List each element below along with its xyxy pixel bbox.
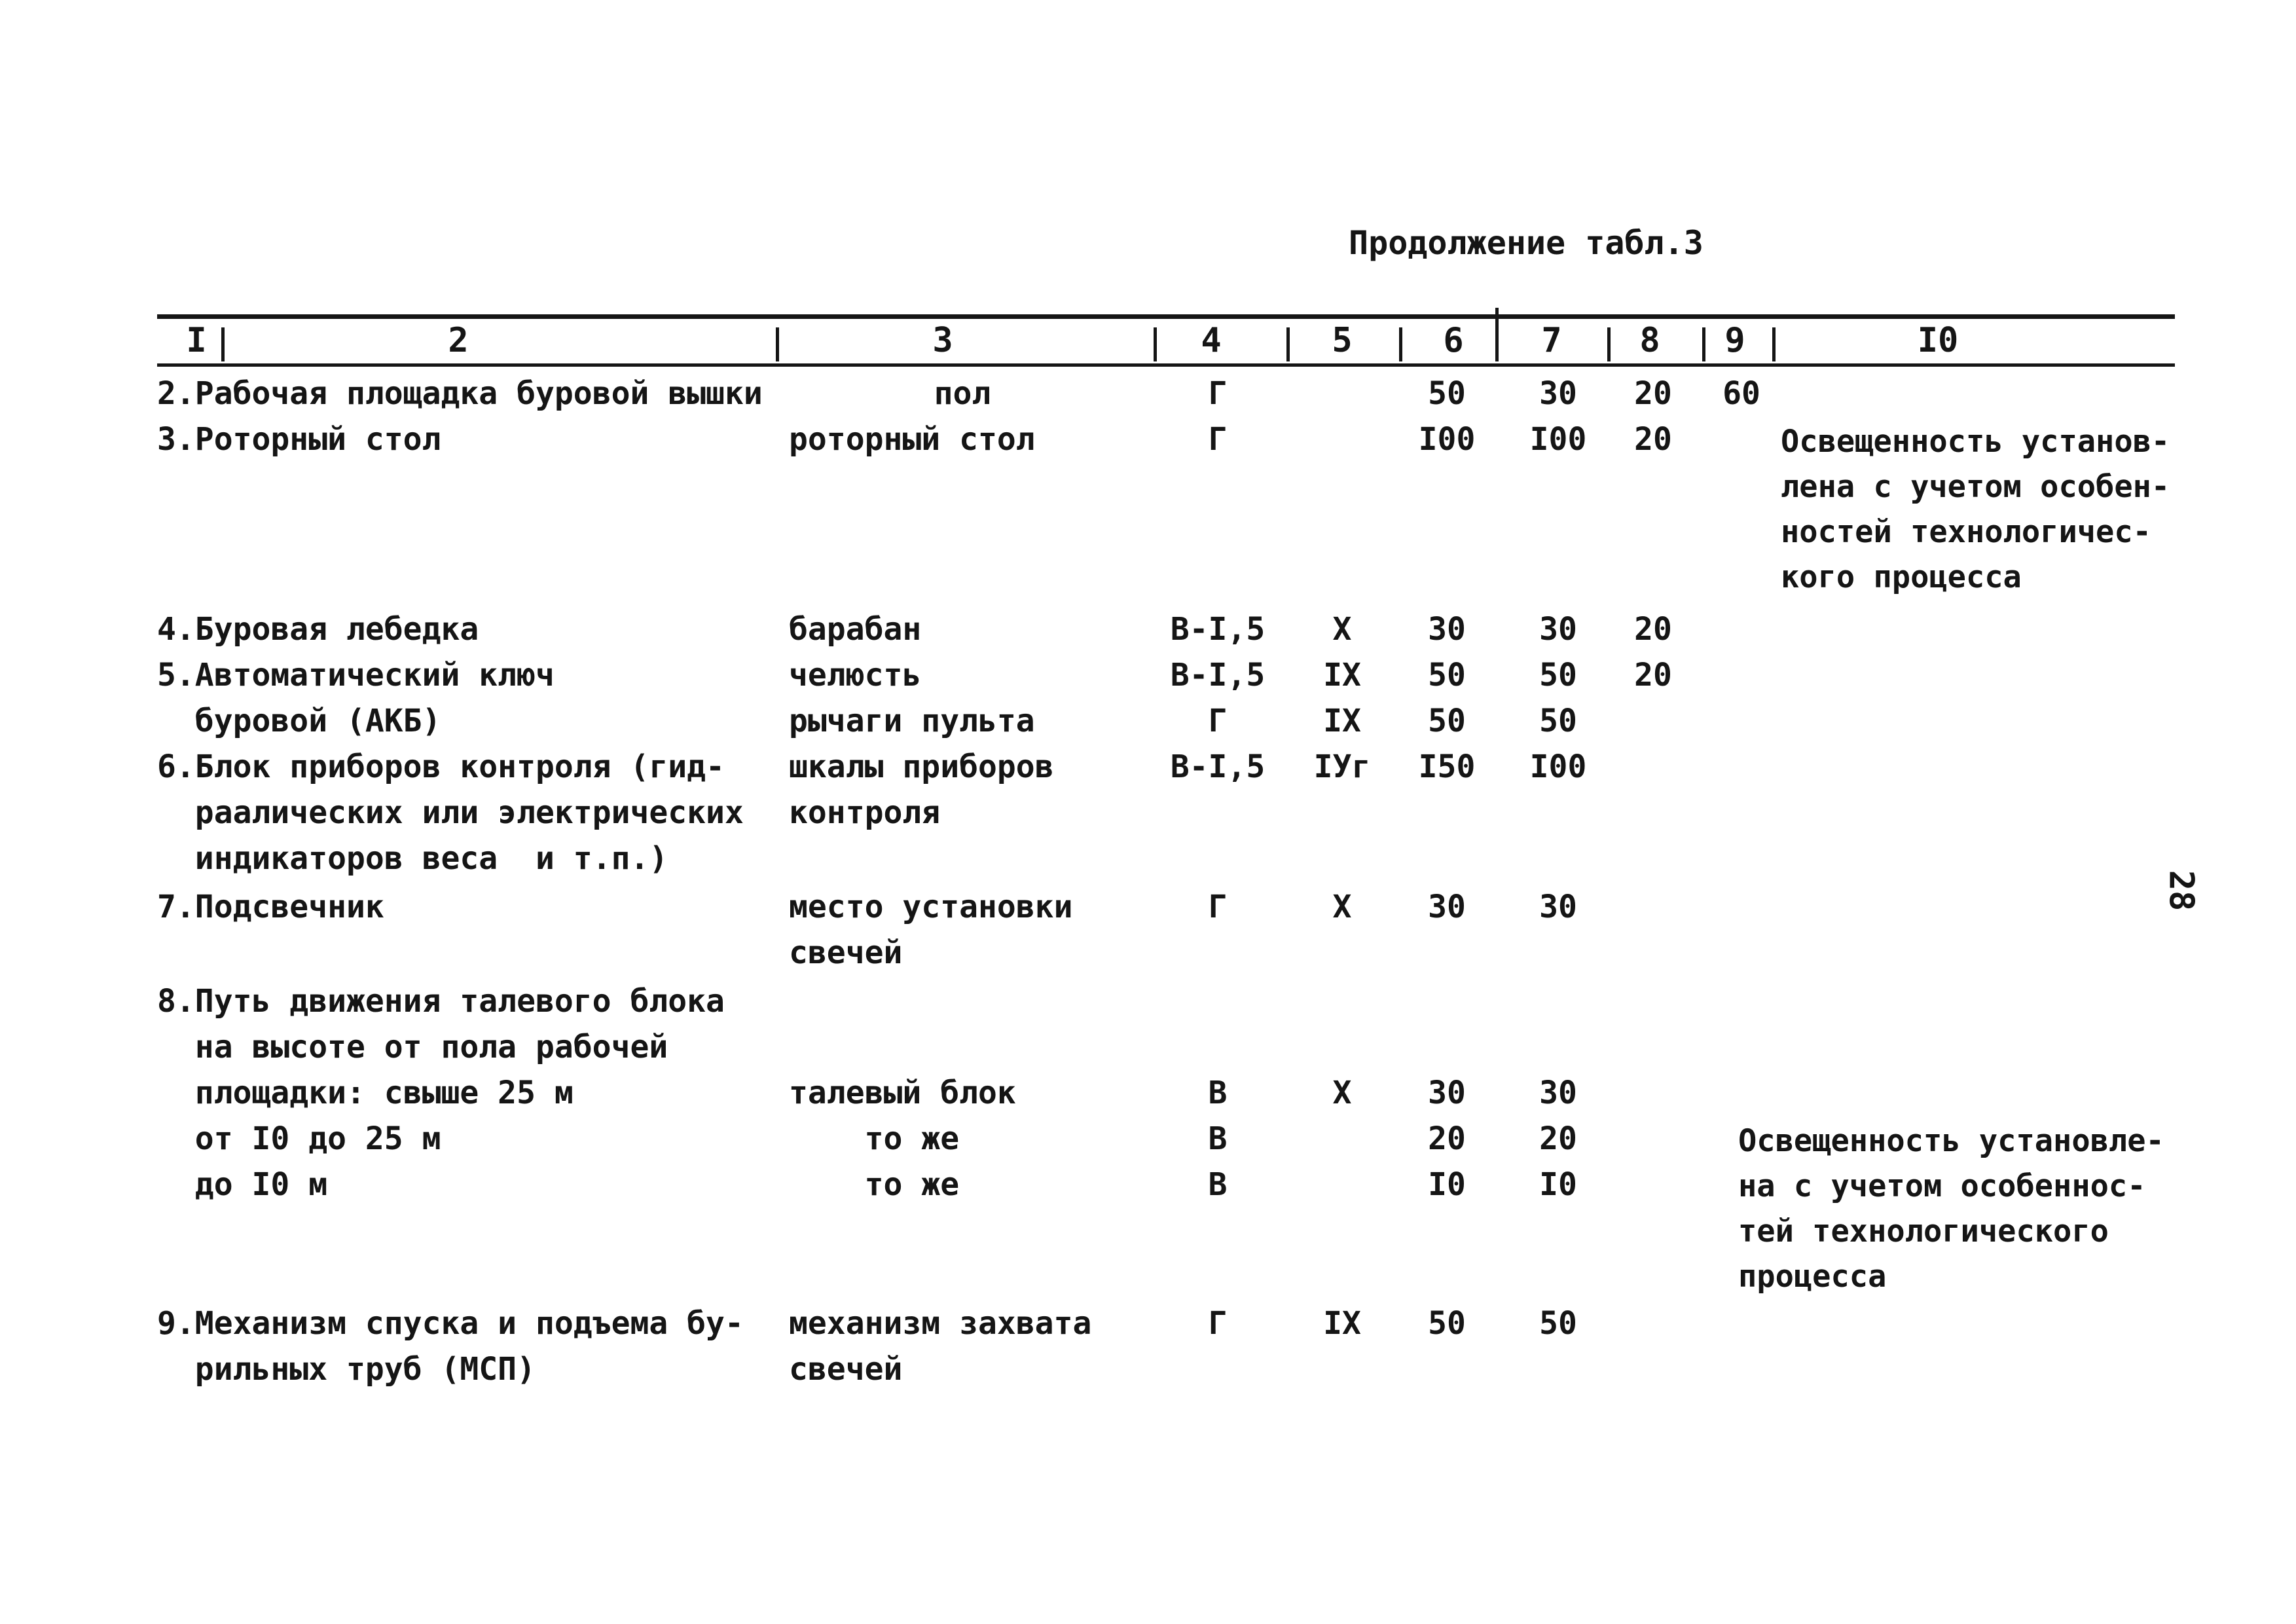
row-c8: 20 [1634, 657, 1672, 693]
row-surface: пол [934, 375, 991, 412]
row-c8: 20 [1634, 611, 1672, 648]
row-surface: место установки свечей [789, 889, 1073, 971]
row-c6: 30 [1428, 889, 1466, 925]
row-c4: Г [1208, 889, 1228, 925]
row-surface: то же [789, 1166, 960, 1203]
row-name: 5.Автоматический ключ [157, 657, 555, 693]
row-c7: 20 [1539, 1120, 1577, 1157]
row-c4: В-I,5 [1170, 748, 1266, 785]
header-col-9: 9 [1724, 321, 1745, 360]
row-c7: 30 [1539, 889, 1577, 925]
row-c7: 30 [1539, 375, 1577, 412]
header-bottom-rule [157, 363, 2175, 367]
row-name: 8.Путь движения талевого блока на высоте от пола рабочей площадки: свыше 25 м [157, 983, 725, 1111]
header-separator [1399, 327, 1402, 361]
header-separator [1286, 327, 1290, 361]
row-c5: IX [1323, 657, 1361, 693]
header-separator [1702, 327, 1705, 361]
row-c5: X [1332, 889, 1352, 925]
row-c8: 20 [1634, 375, 1672, 412]
row-c6: 30 [1428, 611, 1466, 648]
row-note: Освещенность установ- лена с учетом особен- ностей технологичес- кого процесса [1781, 424, 2170, 595]
header-col-3: 3 [932, 321, 953, 360]
row-c5: IX [1323, 1305, 1361, 1342]
table-top-rule [157, 314, 2175, 319]
row-surface: шкалы приборов контроля [789, 748, 1054, 831]
header-col-5: 5 [1332, 321, 1353, 360]
row-name: 4.Буровая лебедка [157, 611, 479, 648]
row-c6: 50 [1428, 1305, 1466, 1342]
header-col-8: 8 [1639, 321, 1660, 360]
header-col-6: 6 [1443, 321, 1464, 360]
page-number: 28 [2161, 870, 2201, 912]
row-c7: 50 [1539, 1305, 1577, 1342]
header-separator [1154, 327, 1157, 361]
row-name: 9.Механизм спуска и подъема бу- рильных труб (МСП) [157, 1305, 744, 1388]
row-c4: В [1208, 1075, 1228, 1111]
row-c4: В [1208, 1166, 1228, 1203]
row-c6: I50 [1418, 748, 1476, 785]
row-surface: механизм захвата свечей [789, 1305, 1092, 1388]
row-surface: роторный стол [789, 421, 1035, 458]
row-c4: Г [1208, 703, 1228, 739]
row-c4: Г [1208, 1305, 1228, 1342]
row-name: до I0 м [157, 1166, 328, 1203]
row-note: Освещенность установле- на с учетом особеннос- тей технологического процесса [1738, 1123, 2164, 1295]
row-c7: 50 [1539, 657, 1577, 693]
header-separator [221, 327, 225, 361]
header-col-1: I [186, 321, 207, 360]
header-separator [1607, 327, 1611, 361]
row-surface: барабан [789, 611, 922, 648]
row-c6: 30 [1428, 1075, 1466, 1111]
row-name: от I0 до 25 м [157, 1120, 441, 1157]
row-c9: 60 [1722, 375, 1760, 412]
row-c8: 20 [1634, 421, 1672, 458]
table-caption: Продолжение табл.3 [1349, 224, 1704, 262]
row-c4: Г [1208, 421, 1228, 458]
row-c5: X [1332, 1075, 1352, 1111]
row-name: 6.Блок приборов контроля (гид- раалических или электрических индикаторов веса и т.п.) [157, 748, 744, 877]
row-name: 3.Роторный стол [157, 421, 441, 458]
row-c7: I00 [1529, 748, 1587, 785]
row-c4: Г [1208, 375, 1228, 412]
row-c7: I0 [1539, 1166, 1577, 1203]
row-surface: талевый блок [789, 1075, 1016, 1111]
row-c4: В-I,5 [1170, 611, 1266, 648]
row-name: буровой (АКБ) [157, 703, 441, 739]
header-separator [1772, 327, 1776, 361]
header-col-7: 7 [1541, 321, 1562, 360]
row-c4: В [1208, 1120, 1228, 1157]
row-c7: I00 [1529, 421, 1587, 458]
row-surface: рычаги пульта [789, 703, 1035, 739]
row-c6: 50 [1428, 657, 1466, 693]
row-c6: 50 [1428, 703, 1466, 739]
row-c6: I0 [1428, 1166, 1466, 1203]
header-separator [776, 327, 779, 361]
row-surface: челюсть [789, 657, 922, 693]
row-c7: 50 [1539, 703, 1577, 739]
row-c6: 20 [1428, 1120, 1466, 1157]
header-separator [1495, 308, 1499, 361]
row-surface: то же [789, 1120, 960, 1157]
header-col-4: 4 [1201, 321, 1222, 360]
row-c6: I00 [1418, 421, 1476, 458]
row-c4: В-I,5 [1170, 657, 1266, 693]
header-col-2: 2 [448, 321, 469, 360]
row-c5: IX [1323, 703, 1361, 739]
row-c7: 30 [1539, 1075, 1577, 1111]
row-name: 7.Подсвечник [157, 889, 384, 925]
row-c6: 50 [1428, 375, 1466, 412]
row-c5: X [1332, 611, 1352, 648]
header-col-10: I0 [1917, 321, 1959, 360]
row-c5: IУг [1313, 748, 1371, 785]
row-name: 2.Рабочая площадка буровой вышки [157, 375, 763, 412]
row-c7: 30 [1539, 611, 1577, 648]
